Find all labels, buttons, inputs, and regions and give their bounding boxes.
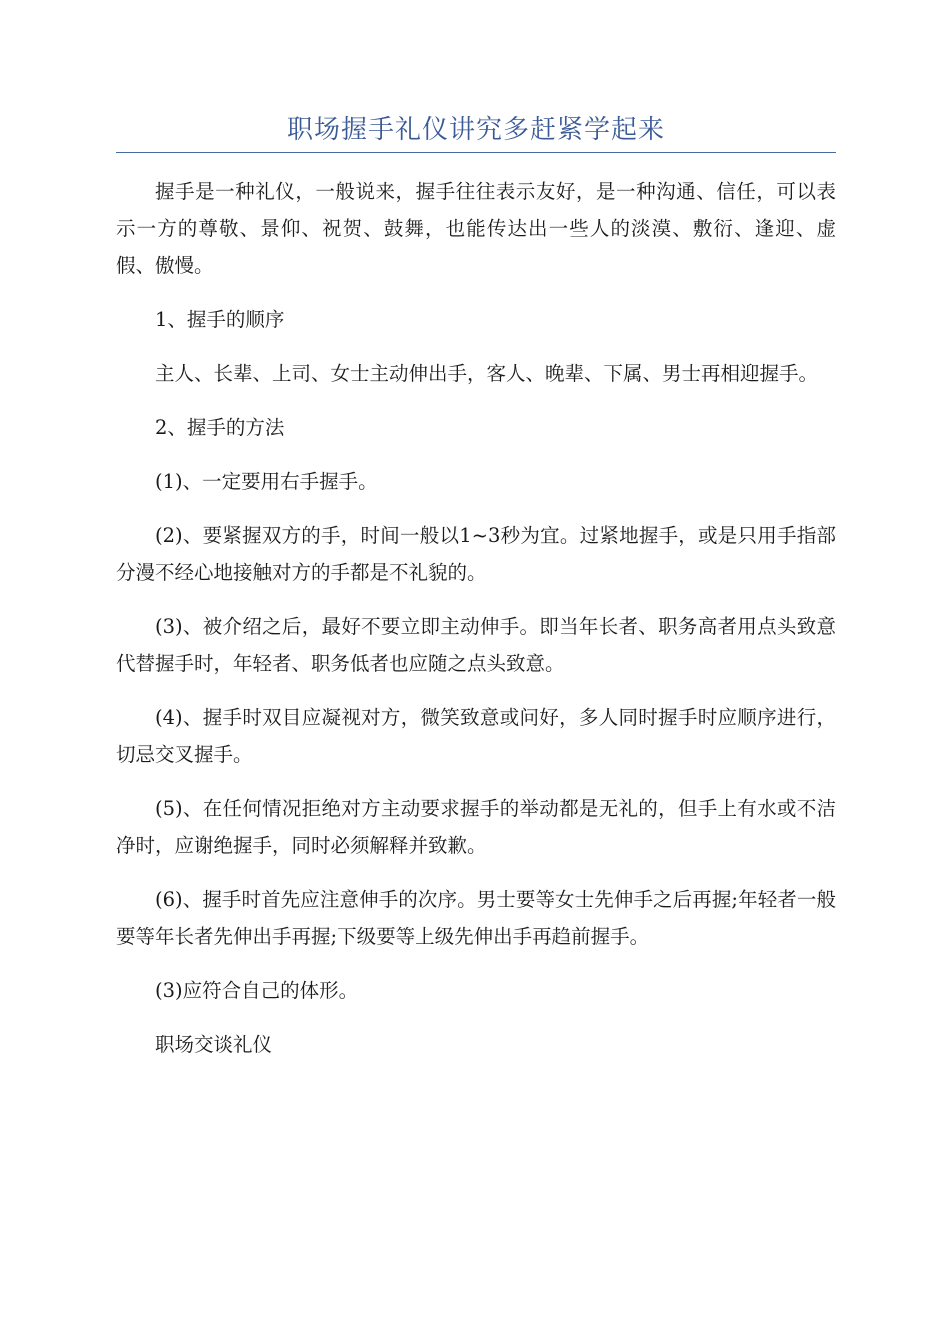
paragraph-order: 主人、长辈、上司、女士主动伸出手，客人、晚辈、下属、男士再相迎握手。 xyxy=(155,362,819,385)
document-page xyxy=(116,110,836,1080)
paragraph-intro: 握手是一种礼仪，一般说来，握手往往表示友好，是一种沟通、信任，可以表示一方的尊敬、景仰、祝贺、鼓舞，也能传达出一些人的淡漠、敷衍、逢迎、虚假、傲慢。 xyxy=(116,180,836,277)
list-item-4: (4)、握手时双目应凝视对方，微笑致意或问好，多人同时握手时应顺序进行，切忌交叉握手。 xyxy=(116,706,836,766)
list-item-6: (6)、握手时首先应注意伸手的次序。男士要等女士先伸手之后再握;年轻者一般要等年长者先伸出手再握;下级要等上级先伸出手再趋前握手。 xyxy=(116,888,836,948)
title-underline xyxy=(116,152,836,153)
list-item-1: (1)、一定要用右手握手。 xyxy=(155,470,378,493)
section-heading-conversation: 职场交谈礼仪 xyxy=(155,1033,273,1056)
list-item-3: (3)、被介绍之后，最好不要立即主动伸手。即当年长者、职务高者用点头致意代替握手时，年轻者、职务低者也应随之点头致意。 xyxy=(116,615,836,675)
section-heading-order: 1、握手的顺序 xyxy=(155,308,285,331)
document-body xyxy=(116,173,836,1063)
list-item-2: (2)、要紧握双方的手，时间一般以1~3秒为宜。过紧地握手，或是只用手指部分漫不经心地接触对方的手都是不礼貌的。 xyxy=(116,524,836,584)
paragraph-body-shape: (3)应符合自己的体形。 xyxy=(155,979,359,1002)
list-item-5: (5)、在任何情况拒绝对方主动要求握手的举动都是无礼的，但手上有水或不洁净时，应谢绝握手，同时必须解释并致歉。 xyxy=(116,797,836,857)
document-title: 职场握手礼仪讲究多赶紧学起来 xyxy=(286,115,665,145)
section-heading-method: 2、握手的方法 xyxy=(155,416,285,439)
